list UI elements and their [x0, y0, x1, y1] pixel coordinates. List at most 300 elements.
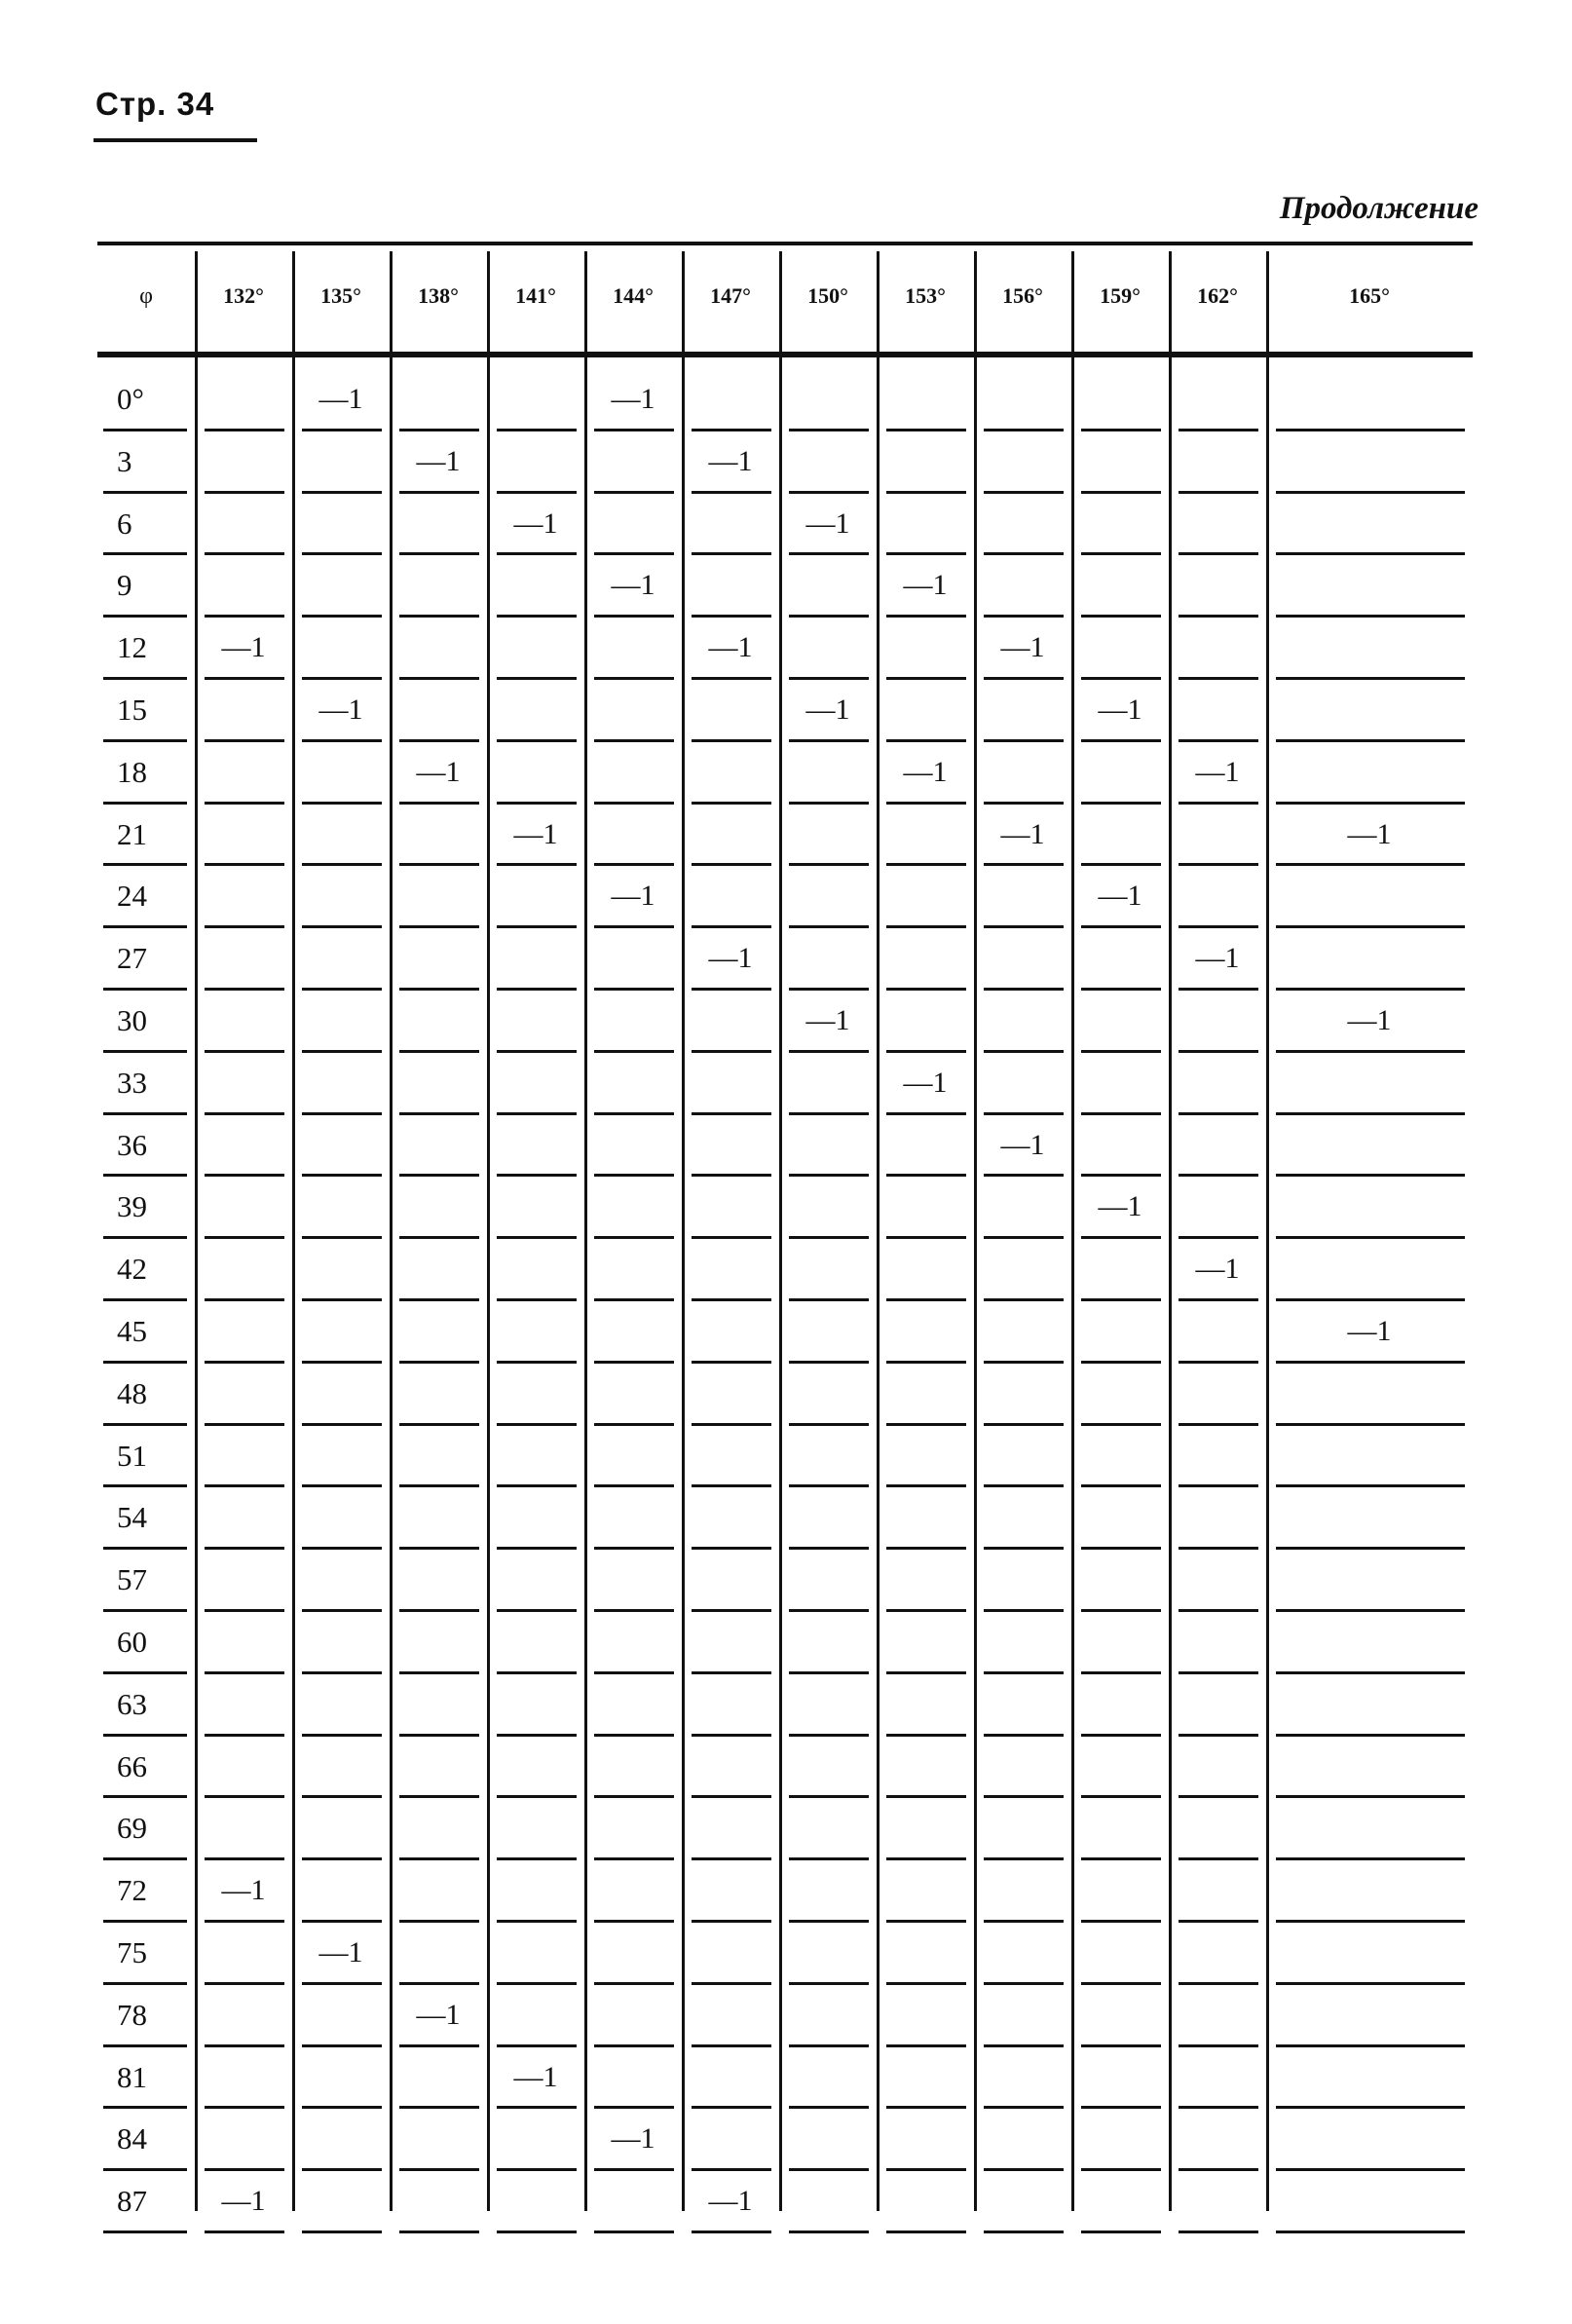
cell-underline: [789, 1734, 869, 1737]
cell-underline: [789, 1361, 869, 1364]
cell-underline: [1179, 1484, 1258, 1487]
table-cell-value: —1: [1098, 693, 1142, 726]
cell-underline: [302, 2044, 382, 2047]
cell-underline: [1276, 2230, 1465, 2233]
phi-cell: 33: [117, 1065, 147, 1100]
cell-underline: [886, 552, 966, 555]
cell-underline: [886, 1982, 966, 1985]
cell-underline: [1081, 2044, 1161, 2047]
phi-cell: 63: [117, 1686, 147, 1721]
column-header: 165°: [1349, 283, 1390, 308]
cell-underline: [399, 1547, 479, 1550]
cell-underline: [1276, 2106, 1465, 2109]
cell-underline: [1276, 615, 1465, 618]
phi-underline: [103, 739, 187, 742]
cell-underline: [594, 739, 674, 742]
cell-underline: [205, 1982, 284, 1985]
phi-cell: 3: [117, 443, 132, 478]
cell-underline: [1179, 1298, 1258, 1301]
cell-underline: [594, 552, 674, 555]
page-number-underline: [94, 138, 257, 142]
column-divider: [584, 251, 587, 2211]
phi-cell: 75: [117, 1935, 147, 1969]
cell-underline: [302, 1112, 382, 1115]
column-header: 147°: [710, 283, 751, 308]
phi-cell: 51: [117, 1438, 147, 1473]
cell-underline: [692, 1174, 771, 1177]
cell-underline: [789, 491, 869, 494]
cell-underline: [497, 2168, 577, 2171]
cell-underline: [692, 1795, 771, 1798]
cell-underline: [399, 677, 479, 680]
cell-underline: [1179, 1795, 1258, 1798]
cell-underline: [302, 2168, 382, 2171]
cell-underline: [302, 1236, 382, 1239]
table-cell-value: —1: [805, 693, 850, 726]
cell-underline: [886, 1671, 966, 1674]
cell-underline: [497, 1547, 577, 1550]
cell-underline: [692, 1112, 771, 1115]
cell-underline: [789, 1174, 869, 1177]
cell-underline: [205, 1734, 284, 1737]
cell-underline: [1179, 1174, 1258, 1177]
cell-underline: [497, 2044, 577, 2047]
cell-underline: [1179, 1982, 1258, 1985]
cell-underline: [205, 739, 284, 742]
cell-underline: [497, 1050, 577, 1053]
table-cell-value: —1: [1347, 1315, 1392, 1347]
cell-underline: [886, 1236, 966, 1239]
cell-underline: [1179, 552, 1258, 555]
cell-underline: [1179, 1857, 1258, 1860]
cell-underline: [302, 1423, 382, 1426]
cell-underline: [302, 1920, 382, 1923]
cell-underline: [886, 1734, 966, 1737]
cell-underline: [984, 802, 1064, 805]
phi-underline: [103, 1484, 187, 1487]
cell-underline: [399, 1484, 479, 1487]
cell-underline: [1276, 1361, 1465, 1364]
phi-underline: [103, 1609, 187, 1612]
cell-underline: [886, 1795, 966, 1798]
cell-underline: [1081, 1609, 1161, 1612]
cell-underline: [789, 2044, 869, 2047]
cell-underline: [1179, 615, 1258, 618]
cell-underline: [1276, 1484, 1465, 1487]
cell-underline: [692, 1734, 771, 1737]
cell-underline: [1179, 2168, 1258, 2171]
cell-underline: [789, 2168, 869, 2171]
cell-underline: [497, 863, 577, 866]
cell-underline: [1276, 1734, 1465, 1737]
cell-underline: [302, 677, 382, 680]
cell-underline: [789, 1112, 869, 1115]
cell-underline: [1179, 1547, 1258, 1550]
cell-underline: [692, 2106, 771, 2109]
cell-underline: [594, 1547, 674, 1550]
cell-underline: [205, 429, 284, 431]
cell-underline: [789, 2230, 869, 2233]
cell-underline: [302, 1609, 382, 1612]
cell-underline: [594, 677, 674, 680]
cell-underline: [789, 552, 869, 555]
cell-underline: [205, 1609, 284, 1612]
cell-underline: [399, 1982, 479, 1985]
cell-underline: [594, 1857, 674, 1860]
cell-underline: [302, 1671, 382, 1674]
cell-underline: [692, 2044, 771, 2047]
cell-underline: [984, 1920, 1064, 1923]
phi-underline: [103, 802, 187, 805]
cell-underline: [1179, 1236, 1258, 1239]
phi-cell: 42: [117, 1252, 147, 1287]
cell-underline: [1179, 1920, 1258, 1923]
cell-underline: [1276, 1795, 1465, 1798]
cell-underline: [1179, 1734, 1258, 1737]
cell-underline: [205, 2168, 284, 2171]
column-divider: [1266, 251, 1269, 2211]
cell-underline: [302, 2230, 382, 2233]
cell-underline: [886, 677, 966, 680]
table-cell-value: —1: [416, 1998, 461, 2031]
cell-underline: [984, 1174, 1064, 1177]
cell-underline: [1081, 1734, 1161, 1737]
cell-underline: [399, 1112, 479, 1115]
cell-underline: [886, 1609, 966, 1612]
cell-underline: [984, 863, 1064, 866]
cell-underline: [984, 1423, 1064, 1426]
cell-underline: [205, 1484, 284, 1487]
cell-underline: [984, 1671, 1064, 1674]
phi-cell: 39: [117, 1189, 147, 1224]
cell-underline: [984, 677, 1064, 680]
phi-cell: 12: [117, 630, 147, 665]
cell-underline: [984, 1547, 1064, 1550]
table-cell-value: —1: [416, 444, 461, 477]
phi-cell: 66: [117, 1748, 147, 1783]
cell-underline: [1081, 1920, 1161, 1923]
cell-underline: [205, 1547, 284, 1550]
cell-underline: [1081, 552, 1161, 555]
table-cell-value: —1: [708, 631, 753, 664]
cell-underline: [399, 1920, 479, 1923]
phi-cell: 84: [117, 2121, 147, 2156]
cell-underline: [1081, 802, 1161, 805]
cell-underline: [594, 1361, 674, 1364]
cell-underline: [984, 2168, 1064, 2171]
cell-underline: [205, 863, 284, 866]
cell-underline: [594, 2168, 674, 2171]
cell-underline: [984, 988, 1064, 991]
cell-underline: [497, 1734, 577, 1737]
cell-underline: [1081, 429, 1161, 431]
cell-underline: [399, 739, 479, 742]
cell-underline: [205, 1050, 284, 1053]
cell-underline: [497, 677, 577, 680]
phi-underline: [103, 1671, 187, 1674]
cell-underline: [692, 1857, 771, 1860]
cell-underline: [594, 1236, 674, 1239]
cell-underline: [984, 615, 1064, 618]
table-cell-value: —1: [805, 506, 850, 540]
cell-underline: [205, 552, 284, 555]
cell-underline: [886, 2044, 966, 2047]
cell-underline: [594, 1423, 674, 1426]
table-cell-value: —1: [1000, 631, 1045, 664]
table-cell-value: —1: [1098, 1190, 1142, 1223]
cell-underline: [399, 925, 479, 928]
cell-underline: [692, 2230, 771, 2233]
table-cell-value: —1: [221, 1874, 266, 1907]
cell-underline: [594, 429, 674, 431]
cell-underline: [594, 1174, 674, 1177]
cell-underline: [984, 1236, 1064, 1239]
cell-underline: [205, 2106, 284, 2109]
cell-underline: [692, 1361, 771, 1364]
cell-underline: [1276, 1982, 1465, 1985]
cell-underline: [984, 1298, 1064, 1301]
cell-underline: [886, 1857, 966, 1860]
phi-underline: [103, 1795, 187, 1798]
phi-underline: [103, 552, 187, 555]
cell-underline: [789, 1920, 869, 1923]
cell-underline: [497, 988, 577, 991]
column-divider: [390, 251, 393, 2211]
phi-cell: 21: [117, 816, 147, 851]
cell-underline: [594, 988, 674, 991]
cell-underline: [302, 1174, 382, 1177]
cell-underline: [399, 1857, 479, 1860]
cell-underline: [1179, 739, 1258, 742]
cell-underline: [1081, 1982, 1161, 1985]
cell-underline: [399, 1734, 479, 1737]
cell-underline: [497, 1609, 577, 1612]
cell-underline: [399, 552, 479, 555]
cell-underline: [886, 863, 966, 866]
cell-underline: [1081, 2106, 1161, 2109]
cell-underline: [692, 863, 771, 866]
data-table: [97, 242, 1473, 2219]
cell-underline: [1081, 1547, 1161, 1550]
phi-underline: [103, 1920, 187, 1923]
cell-underline: [789, 677, 869, 680]
cell-underline: [984, 429, 1064, 431]
cell-underline: [984, 1484, 1064, 1487]
cell-underline: [692, 552, 771, 555]
cell-underline: [399, 1050, 479, 1053]
cell-underline: [1081, 1112, 1161, 1115]
cell-underline: [205, 1795, 284, 1798]
phi-cell: 9: [117, 568, 132, 603]
cell-underline: [302, 1361, 382, 1364]
cell-underline: [302, 1484, 382, 1487]
table-cell-value: —1: [1195, 942, 1240, 975]
cell-underline: [302, 1734, 382, 1737]
cell-underline: [497, 491, 577, 494]
cell-underline: [789, 2106, 869, 2109]
cell-underline: [497, 1671, 577, 1674]
phi-cell: 57: [117, 1562, 147, 1597]
cell-underline: [205, 1423, 284, 1426]
cell-underline: [789, 1671, 869, 1674]
cell-underline: [399, 1236, 479, 1239]
table-cell-value: —1: [221, 2185, 266, 2218]
cell-underline: [1276, 1236, 1465, 1239]
phi-cell: 36: [117, 1127, 147, 1162]
table-cell-value: —1: [318, 1936, 363, 1968]
cell-underline: [886, 429, 966, 431]
cell-underline: [1081, 677, 1161, 680]
cell-underline: [497, 802, 577, 805]
cell-underline: [692, 1298, 771, 1301]
phi-underline: [103, 988, 187, 991]
cell-underline: [399, 1361, 479, 1364]
column-header: 144°: [613, 283, 654, 308]
phi-underline: [103, 2168, 187, 2171]
cell-underline: [886, 925, 966, 928]
cell-underline: [205, 925, 284, 928]
cell-underline: [497, 925, 577, 928]
cell-underline: [1276, 988, 1465, 991]
cell-underline: [886, 739, 966, 742]
cell-underline: [497, 1484, 577, 1487]
cell-underline: [399, 988, 479, 991]
cell-underline: [1276, 2168, 1465, 2171]
column-header: 162°: [1197, 283, 1238, 308]
phi-underline: [103, 1236, 187, 1239]
table-cell-value: —1: [903, 1066, 948, 1099]
table-cell-value: —1: [513, 817, 558, 850]
phi-cell: 15: [117, 693, 147, 727]
cell-underline: [692, 1484, 771, 1487]
cell-underline: [886, 988, 966, 991]
cell-underline: [497, 1795, 577, 1798]
cell-underline: [984, 491, 1064, 494]
cell-underline: [789, 1857, 869, 1860]
cell-underline: [1081, 1050, 1161, 1053]
cell-underline: [1081, 1484, 1161, 1487]
column-divider: [292, 251, 295, 2211]
cell-underline: [1179, 1671, 1258, 1674]
cell-underline: [497, 2106, 577, 2109]
cell-underline: [497, 552, 577, 555]
cell-underline: [789, 863, 869, 866]
cell-underline: [1081, 1671, 1161, 1674]
cell-underline: [594, 1050, 674, 1053]
cell-underline: [1179, 677, 1258, 680]
table-cell-value: —1: [1000, 1128, 1045, 1161]
table-cell-value: —1: [1000, 817, 1045, 850]
cell-underline: [497, 1423, 577, 1426]
cell-underline: [789, 1795, 869, 1798]
cell-underline: [886, 1050, 966, 1053]
table-cell-value: —1: [318, 383, 363, 415]
cell-underline: [1081, 1174, 1161, 1177]
cell-underline: [789, 802, 869, 805]
cell-underline: [594, 1734, 674, 1737]
cell-underline: [1276, 1298, 1465, 1301]
cell-underline: [497, 1982, 577, 1985]
cell-underline: [692, 1920, 771, 1923]
continuation-caption: Продолжение: [1279, 191, 1478, 226]
cell-underline: [1081, 863, 1161, 866]
cell-underline: [886, 2106, 966, 2109]
cell-underline: [886, 1174, 966, 1177]
phi-cell: 45: [117, 1314, 147, 1348]
cell-underline: [1179, 1050, 1258, 1053]
cell-underline: [302, 491, 382, 494]
cell-underline: [205, 988, 284, 991]
cell-underline: [984, 1857, 1064, 1860]
cell-underline: [302, 1298, 382, 1301]
phi-underline: [103, 1857, 187, 1860]
cell-underline: [302, 925, 382, 928]
phi-underline: [103, 925, 187, 928]
cell-underline: [1276, 1050, 1465, 1053]
cell-underline: [692, 1609, 771, 1612]
cell-underline: [1179, 491, 1258, 494]
table-cell-value: —1: [708, 444, 753, 477]
cell-underline: [1276, 1671, 1465, 1674]
phi-cell: 27: [117, 941, 147, 976]
phi-cell: 0°: [117, 382, 144, 416]
cell-underline: [886, 1298, 966, 1301]
column-header: 153°: [905, 283, 946, 308]
cell-underline: [594, 1671, 674, 1674]
cell-underline: [205, 491, 284, 494]
cell-underline: [594, 1795, 674, 1798]
table-cell-value: —1: [708, 2185, 753, 2218]
column-header: 156°: [1002, 283, 1043, 308]
cell-underline: [594, 925, 674, 928]
phi-underline: [103, 2230, 187, 2233]
cell-underline: [205, 1236, 284, 1239]
cell-underline: [205, 1857, 284, 1860]
cell-underline: [886, 1547, 966, 1550]
cell-underline: [594, 863, 674, 866]
cell-underline: [205, 1671, 284, 1674]
cell-underline: [789, 615, 869, 618]
cell-underline: [205, 1361, 284, 1364]
table-cell-value: —1: [903, 755, 948, 788]
cell-underline: [692, 1671, 771, 1674]
phi-underline: [103, 1734, 187, 1737]
cell-underline: [984, 739, 1064, 742]
table-cell-value: —1: [1098, 880, 1142, 913]
cell-underline: [399, 615, 479, 618]
column-divider: [974, 251, 977, 2211]
cell-underline: [497, 1857, 577, 1860]
cell-underline: [497, 1298, 577, 1301]
cell-underline: [399, 2230, 479, 2233]
cell-underline: [1276, 677, 1465, 680]
phi-cell: 69: [117, 1811, 147, 1846]
phi-cell: 81: [117, 2059, 147, 2094]
cell-underline: [399, 1609, 479, 1612]
cell-underline: [789, 739, 869, 742]
cell-underline: [1081, 1236, 1161, 1239]
cell-underline: [984, 2044, 1064, 2047]
cell-underline: [1276, 429, 1465, 431]
phi-underline: [103, 615, 187, 618]
table-cell-value: —1: [1347, 817, 1392, 850]
cell-underline: [302, 1795, 382, 1798]
cell-underline: [789, 1547, 869, 1550]
cell-underline: [692, 1547, 771, 1550]
cell-underline: [205, 1298, 284, 1301]
cell-underline: [1081, 2230, 1161, 2233]
cell-underline: [302, 429, 382, 431]
